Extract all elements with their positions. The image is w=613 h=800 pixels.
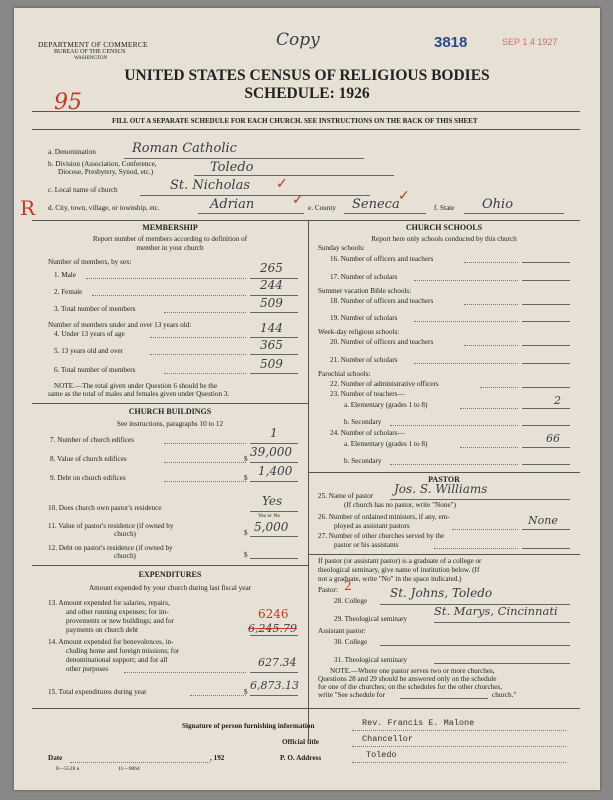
department-name: DEPARTMENT OF COMMERCE xyxy=(38,40,148,49)
official-title-label: Official title xyxy=(282,738,319,746)
dollar-sign: $ xyxy=(244,474,248,482)
division-value: Toledo xyxy=(210,160,254,175)
q28-value: St. Johns, Toledo xyxy=(390,586,493,600)
q25-value: Jos. S. Williams xyxy=(394,482,488,496)
q20-label: 20. Number of officers and teachers xyxy=(330,338,434,346)
q1-label: 1. Male xyxy=(54,271,76,279)
denomination-label: a. Denomination xyxy=(48,148,96,156)
city-name: WASHINGTON xyxy=(74,56,108,61)
graduate-instruction: If pastor (or assistant pastor) is a graduate of a college or xyxy=(318,557,482,565)
q8-label: 8. Value of church edifices xyxy=(50,455,127,463)
church-name-value: St. Nicholas xyxy=(170,178,250,193)
q14-label-cont: denominational support; and for all xyxy=(66,656,168,664)
q11-label: 11. Value of pastor's residence (if owned by xyxy=(48,522,174,530)
dollar-sign: $ xyxy=(244,529,248,537)
q21-label: 21. Number of scholars xyxy=(330,356,398,364)
q26-label: 26. Number of ordained ministers, if any, em- xyxy=(318,513,450,521)
membership-heading: MEMBERSHIP xyxy=(142,223,198,232)
q24a-label: a. Elementary (grades 1 to 8) xyxy=(344,440,428,448)
pastor-sub-label: Pastor: xyxy=(318,586,338,594)
q14-label-cont: cluding home and foreign missions; for xyxy=(66,647,180,655)
bureau-name: BUREAU OF THE CENSUS xyxy=(54,49,126,55)
pastor-mark: 2 xyxy=(344,579,352,593)
q31-label: 31. Theological seminary xyxy=(334,656,408,664)
q19-label: 19. Number of scholars xyxy=(330,314,398,322)
check-mark: ✓ xyxy=(276,177,288,192)
form-title: UNITED STATES CENSUS OF RELIGIOUS BODIES xyxy=(124,67,490,84)
age-intro-label: Number of members under and over 13 years old: xyxy=(48,321,192,329)
q30-label: 30. College xyxy=(334,638,368,646)
q26-value: None xyxy=(528,514,558,527)
parochial-schools-label: Parochial schools: xyxy=(318,370,371,378)
q2-value: 244 xyxy=(260,278,283,292)
state-value: Ohio xyxy=(482,197,514,212)
schools-intro: Report here only schools conducted by this church xyxy=(371,235,517,243)
q6-value: 509 xyxy=(260,357,283,371)
q7-value: 1 xyxy=(270,426,278,440)
county-value: Seneca xyxy=(352,197,400,212)
q6-label: 6. Total number of members xyxy=(54,366,136,374)
form-subtitle: SCHEDULE: 1926 xyxy=(244,85,370,102)
q3-label: 3. Total number of members xyxy=(54,305,136,313)
q22-label: 22. Number of administrative officers xyxy=(330,380,439,388)
q23-label: 23. Number of teachers— xyxy=(330,390,405,398)
q11-label-cont: church) xyxy=(114,530,136,538)
q24a-value: 66 xyxy=(546,432,560,445)
q12-label-cont: church) xyxy=(114,552,136,560)
q25-label: 25. Name of pastor xyxy=(318,492,374,500)
check-mark: ✓ xyxy=(398,189,410,204)
q25-note: (If church has no pastor, write "None") xyxy=(344,501,456,509)
form-instruction: FILL OUT A SEPARATE SCHEDULE FOR EACH CHURCH. SEE INSTRUCTIONS ON THE BACK OF THIS SHEET xyxy=(112,117,478,125)
graduate-instruction-cont: theological seminary, give name of institution below. (If xyxy=(318,566,480,574)
q8-value: 39,000 xyxy=(250,445,292,459)
q15-label: 15. Total expenditures during year xyxy=(48,688,147,696)
schools-heading: CHURCH SCHOOLS xyxy=(405,223,483,232)
date-year: , 192 xyxy=(210,754,225,762)
copy-note: Copy xyxy=(276,30,320,50)
q28-label: 28. College xyxy=(334,597,368,605)
q13-label-cont: provements or new buildings; and for xyxy=(66,617,174,625)
dollar-sign: $ xyxy=(244,688,248,696)
q10-value: Yes xyxy=(262,494,283,508)
check-mark: ✓ xyxy=(292,193,304,208)
city-value: Adrian xyxy=(210,197,255,212)
q5-value: 365 xyxy=(260,338,283,352)
q13-label: 13. Amount expended for salaries, repairs, xyxy=(48,599,170,607)
received-stamp: SEP 1 4 1927 xyxy=(502,37,558,47)
weekday-schools-label: Week-day religious schools: xyxy=(318,328,400,336)
q5-label: 5. 13 years old and over xyxy=(54,347,124,355)
po-address-label: P. O. Address xyxy=(280,754,322,762)
pastor-note-cont: write "See schedule for xyxy=(318,691,385,699)
q7-label: 7. Number of church edifices xyxy=(50,436,135,444)
members-by-sex-label: Number of members, by sex: xyxy=(48,258,132,266)
q18-label: 18. Number of officers and teachers xyxy=(330,297,434,305)
print-number: 11—9064 xyxy=(118,766,140,772)
graduate-instruction-cont: not a graduate, write "No" in the space indicated.) xyxy=(318,575,462,583)
q2-label: 2. Female xyxy=(54,288,83,296)
q16-label: 16. Number of officers and teachers xyxy=(330,255,434,263)
q9-value: 1,400 xyxy=(258,464,293,478)
q29-label: 29. Theological seminary xyxy=(334,615,408,623)
date-label: Date xyxy=(48,754,63,762)
q13-struck-value: 6,245.79 xyxy=(248,622,297,635)
margin-number: 95 xyxy=(54,90,82,115)
q10-label: 10. Does church own pastor's residence xyxy=(48,504,162,512)
q23a-value: 2 xyxy=(554,394,561,407)
pastor-note-cont: for one of the churches; on the schedules for the other churches, xyxy=(318,683,503,691)
dollar-sign: $ xyxy=(244,551,248,559)
state-label: f. State xyxy=(434,204,455,212)
pastor-heading: PASTOR xyxy=(428,475,460,484)
q4-value: 144 xyxy=(260,321,283,335)
pastor-note: NOTE.—Where one pastor serves two or more churches, xyxy=(330,667,495,675)
dollar-sign: $ xyxy=(244,455,248,463)
q11-value: 5,000 xyxy=(254,520,289,534)
division-label: b. Division (Association, Conference, xyxy=(48,160,157,168)
q12-label: 12. Debt on pastor's residence (if owned by xyxy=(48,544,173,552)
q24-label: 24. Number of scholars— xyxy=(330,429,405,437)
margin-r-mark: R xyxy=(20,196,36,220)
document-number: 3818 xyxy=(434,34,468,51)
q29-value: St. Marys, Cincinnati xyxy=(434,604,558,618)
q24b-label: b. Secondary xyxy=(344,457,382,465)
pastor-note-cont: church." xyxy=(492,691,517,699)
q9-label: 9. Debt on church edifices xyxy=(50,474,126,482)
signature-label: Signature of person furnishing information xyxy=(182,722,315,730)
summer-schools-label: Summer vacation Bible schools: xyxy=(318,287,412,295)
q26-label-cont: ployed as assistant pastors xyxy=(334,522,410,530)
q4-label: 4. Under 13 years of age xyxy=(54,330,125,338)
membership-intro: Report number of members according to definition of xyxy=(92,235,248,243)
expenditures-intro: Amount expended by your church during last fiscal year xyxy=(88,584,252,592)
po-address-value: Toledo xyxy=(366,750,397,760)
q14-label-cont: other purposes xyxy=(66,665,109,673)
q23a-label: a. Elementary (grades 1 to 8) xyxy=(344,401,428,409)
q13-corrected-value: 6246 xyxy=(258,607,289,621)
q17-label: 17. Number of scholars xyxy=(330,273,398,281)
q23b-label: b. Secondary xyxy=(344,418,382,426)
membership-note: NOTE.—The total given under Question 6 should be the xyxy=(54,382,218,390)
q14-value: 627.34 xyxy=(258,656,297,669)
form-number: 8—5518 a xyxy=(56,766,80,772)
signature-value: Rev. Francis E. Malone xyxy=(362,718,475,728)
q15-value: 6,873.13 xyxy=(250,679,299,692)
q3-value: 509 xyxy=(260,296,283,310)
census-schedule-sheet xyxy=(14,8,600,790)
buildings-heading: CHURCH BUILDINGS xyxy=(128,407,212,416)
q27-label: 27. Number of other churches served by the xyxy=(318,532,445,540)
q27-label-cont: pastor or his assistants xyxy=(334,541,399,549)
membership-note-cont: same as the total of males and females given under Question 3. xyxy=(48,390,230,398)
city-label: d. City, town, village, or township, etc. xyxy=(48,204,160,212)
church-name-label: c. Local name of church xyxy=(48,186,118,194)
pastor-note-cont: Questions 28 and 29 should be answered only on the schedule xyxy=(318,675,497,683)
q1-value: 265 xyxy=(260,261,283,275)
division-label-cont: Diocese, Presbytery, Synod, etc.) xyxy=(58,168,154,176)
county-label: e. County xyxy=(308,204,336,212)
official-title-value: Chancellor xyxy=(362,734,414,744)
q13-label-cont: and other running expenses; for im- xyxy=(66,608,169,616)
q14-label: 14. Amount expended for benevolences, in- xyxy=(48,638,174,646)
yes-no-hint: Yes or No xyxy=(258,513,281,519)
sunday-schools-label: Sunday schools: xyxy=(318,244,365,252)
assistant-pastor-label: Assistant pastor: xyxy=(318,627,366,635)
buildings-intro: See instructions, paragraphs 10 to 12 xyxy=(116,420,224,428)
denomination-value: Roman Catholic xyxy=(132,141,237,156)
expenditures-heading: EXPENDITURES xyxy=(138,570,202,579)
q13-label-cont: payments on church debt xyxy=(66,626,139,634)
membership-intro-cont: member in your church xyxy=(136,244,204,252)
